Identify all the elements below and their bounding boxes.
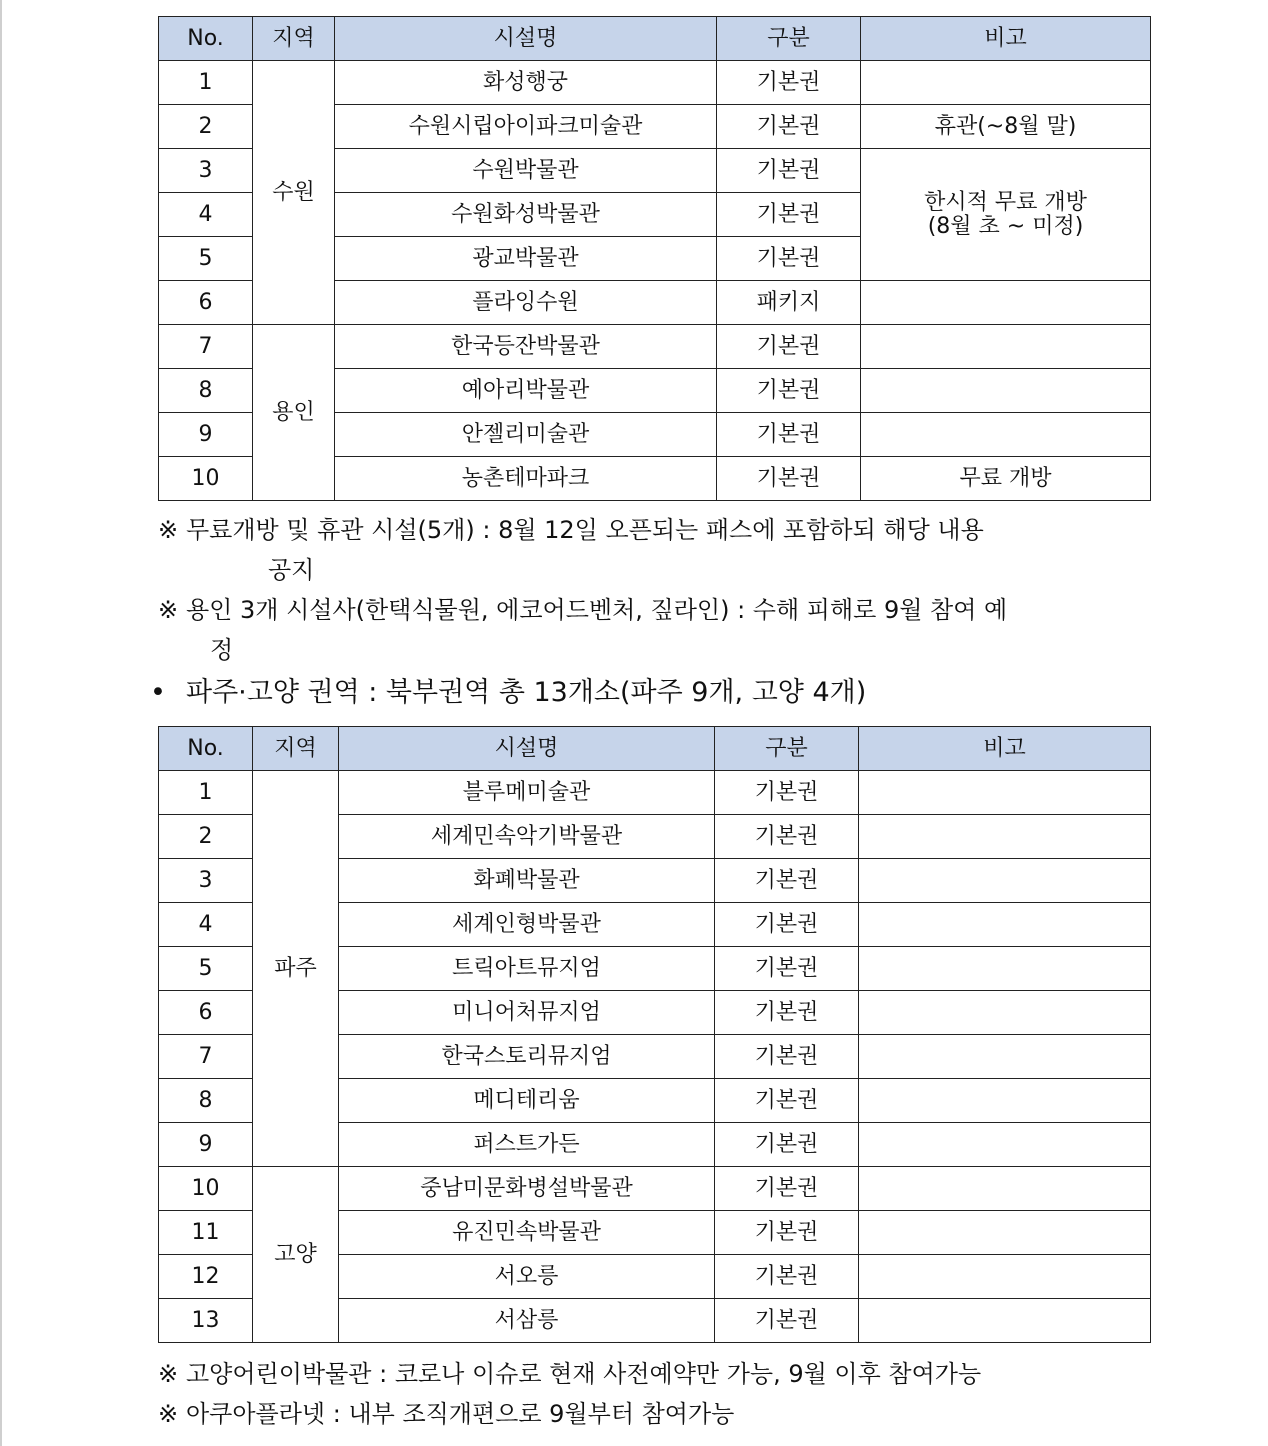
facility-category: 기본권: [715, 771, 859, 815]
facility-name: 수원화성박물관: [335, 193, 717, 237]
facility-name: 세계인형박물관: [339, 903, 715, 947]
facility-name: 플라잉수원: [335, 281, 717, 325]
facility-name: 세계민속악기박물관: [339, 815, 715, 859]
remarks-cell: [859, 1167, 1151, 1211]
header-category: 구분: [717, 17, 861, 61]
facility-table-suwon-yongin: [158, 16, 1151, 501]
facility-category: 기본권: [715, 1079, 859, 1123]
remarks-cell: [859, 1255, 1151, 1299]
row-no: 3: [159, 149, 253, 193]
note-goyang-childrens-museum: [158, 1354, 1158, 1394]
facility-category: 기본권: [717, 61, 861, 105]
reference-mark: ※: [158, 596, 179, 624]
table-row: [159, 771, 1151, 815]
facility-name: 안젤리미술관: [335, 413, 717, 457]
facility-name: 예아리박물관: [335, 369, 717, 413]
facility-category: 기본권: [715, 1255, 859, 1299]
remarks-free: 무료 개방: [861, 457, 1151, 501]
facility-name: 화폐박물관: [339, 859, 715, 903]
facility-name: 유진민속박물관: [339, 1211, 715, 1255]
remarks-cell: [861, 61, 1151, 105]
facility-category: 패키지: [717, 281, 861, 325]
remarks-cell: [861, 325, 1151, 369]
row-no: 2: [159, 105, 253, 149]
section-heading-text: 파주·고양 권역 : 북부권역 총 13개소(파주 9개, 고양 4개): [186, 677, 867, 708]
remarks-cell: [859, 859, 1151, 903]
facility-name: 농촌테마파크: [335, 457, 717, 501]
facility-category: 기본권: [717, 369, 861, 413]
remarks-cell: [859, 1299, 1151, 1343]
facility-name: 화성행궁: [335, 61, 717, 105]
region-cell-suwon: 수원: [253, 61, 335, 325]
facility-category: 기본권: [715, 947, 859, 991]
table-header-row: [159, 727, 1151, 771]
header-region: 지역: [253, 17, 335, 61]
page-edge: [0, 0, 2, 1446]
note-text: 용인 3개 시설사(한택식물원, 에코어드벤처, 짚라인) : 수해 피해로 9월 참여 예: [186, 596, 1008, 624]
facility-name: 서삼릉: [339, 1299, 715, 1343]
facility-category: 기본권: [715, 903, 859, 947]
facility-category: 기본권: [715, 1167, 859, 1211]
facility-name: 퍼스트가든: [339, 1123, 715, 1167]
note-text: 고양어린이박물관 : 코로나 이슈로 현재 사전예약만 가능, 9월 이후 참여가능: [186, 1360, 982, 1388]
facility-name: 중남미문화병설박물관: [339, 1167, 715, 1211]
remarks-cell: [859, 815, 1151, 859]
facility-category: 기본권: [715, 1211, 859, 1255]
remarks-temp-free: [861, 149, 1151, 281]
row-no: 12: [159, 1255, 253, 1299]
table-row: [159, 61, 1151, 105]
facility-category: 기본권: [717, 193, 861, 237]
facility-table-paju-goyang: [158, 726, 1151, 1343]
header-category: 구분: [715, 727, 859, 771]
facility-name: 트릭아트뮤지엄: [339, 947, 715, 991]
remarks-closed: 휴관(~8월 말): [861, 105, 1151, 149]
facility-category: 기본권: [715, 1299, 859, 1343]
remarks-cell: [859, 1079, 1151, 1123]
header-remarks: 비고: [859, 727, 1151, 771]
header-remarks: 비고: [861, 17, 1151, 61]
remarks-cell: [859, 1211, 1151, 1255]
remarks-temp-free-line2: (8월 초 ~ 미정): [927, 213, 1084, 239]
remarks-cell: [859, 1123, 1151, 1167]
row-no: 13: [159, 1299, 253, 1343]
header-no: No.: [159, 727, 253, 771]
facility-name: 수원시립아이파크미술관: [335, 105, 717, 149]
remarks-temp-free-line1: 한시적 무료 개방: [924, 190, 1087, 216]
row-no: 1: [159, 771, 253, 815]
row-no: 6: [159, 281, 253, 325]
header-facility-name: 시설명: [335, 17, 717, 61]
row-no: 10: [159, 1167, 253, 1211]
table-row: [159, 325, 1151, 369]
remarks-cell: [861, 413, 1151, 457]
facility-category: 기본권: [717, 413, 861, 457]
reference-mark: ※: [158, 1360, 179, 1388]
facility-category: 기본권: [715, 991, 859, 1035]
facility-category: 기본권: [715, 1123, 859, 1167]
row-no: 2: [159, 815, 253, 859]
row-no: 4: [159, 903, 253, 947]
table-header-row: [159, 17, 1151, 61]
row-no: 10: [159, 457, 253, 501]
region-cell-goyang: 고양: [253, 1167, 339, 1343]
reference-mark: ※: [158, 516, 179, 544]
facility-name: 한국스토리뮤지엄: [339, 1035, 715, 1079]
remarks-cell: [861, 281, 1151, 325]
facility-name: 서오릉: [339, 1255, 715, 1299]
row-no: 8: [159, 1079, 253, 1123]
remarks-cell: [859, 1035, 1151, 1079]
header-region: 지역: [253, 727, 339, 771]
section-heading-paju-goyang: [150, 670, 866, 716]
facility-name: 블루메미술관: [339, 771, 715, 815]
facility-name: 미니어처뮤지엄: [339, 991, 715, 1035]
facility-category: 기본권: [717, 149, 861, 193]
facility-category: 기본권: [717, 237, 861, 281]
row-no: 5: [159, 237, 253, 281]
note-free-and-closed: [158, 510, 1158, 590]
row-no: 9: [159, 413, 253, 457]
remarks-cell: [861, 369, 1151, 413]
note-text-continued: 정: [210, 636, 234, 664]
remarks-cell: [859, 903, 1151, 947]
row-no: 3: [159, 859, 253, 903]
facility-category: 기본권: [717, 325, 861, 369]
header-facility-name: 시설명: [339, 727, 715, 771]
note-yongin-facilities: [158, 590, 1158, 670]
facility-category: 기본권: [717, 105, 861, 149]
row-no: 7: [159, 1035, 253, 1079]
row-no: 6: [159, 991, 253, 1035]
facility-category: 기본권: [717, 457, 861, 501]
facility-name: 광교박물관: [335, 237, 717, 281]
row-no: 4: [159, 193, 253, 237]
facility-category: 기본권: [715, 859, 859, 903]
remarks-cell: [859, 771, 1151, 815]
remarks-cell: [859, 991, 1151, 1035]
row-no: 1: [159, 61, 253, 105]
header-no: No.: [159, 17, 253, 61]
facility-name: 수원박물관: [335, 149, 717, 193]
region-cell-paju: 파주: [253, 771, 339, 1167]
bullet-icon: •: [150, 677, 166, 708]
note-text-continued: 공지: [268, 556, 315, 584]
region-cell-yongin: 용인: [253, 325, 335, 501]
row-no: 7: [159, 325, 253, 369]
facility-category: 기본권: [715, 815, 859, 859]
note-aqua-planet: [158, 1394, 1158, 1434]
facility-name: 한국등잔박물관: [335, 325, 717, 369]
row-no: 11: [159, 1211, 253, 1255]
table-row: [159, 1167, 1151, 1211]
facility-category: 기본권: [715, 1035, 859, 1079]
remarks-cell: [859, 947, 1151, 991]
facility-name: 메디테리움: [339, 1079, 715, 1123]
row-no: 5: [159, 947, 253, 991]
note-text: 아쿠아플라넷 : 내부 조직개편으로 9월부터 참여가능: [186, 1400, 735, 1428]
reference-mark: ※: [158, 1400, 179, 1428]
row-no: 9: [159, 1123, 253, 1167]
row-no: 8: [159, 369, 253, 413]
note-text: 무료개방 및 휴관 시설(5개) : 8월 12일 오픈되는 패스에 포함하되 해당 내용: [186, 516, 984, 544]
